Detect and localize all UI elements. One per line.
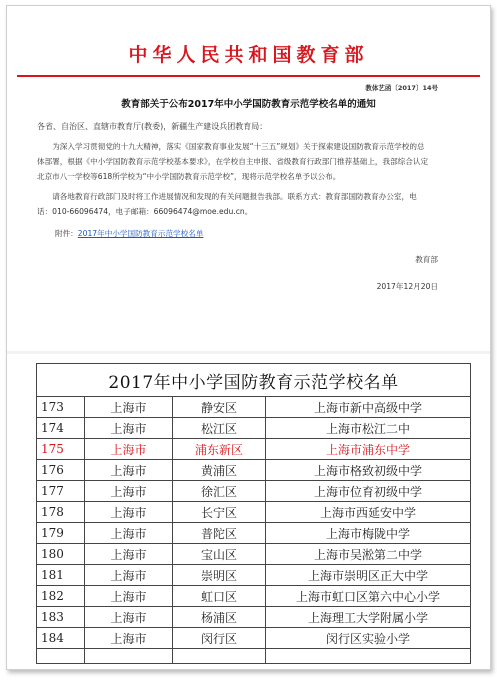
signature: 教育部 xyxy=(415,254,438,264)
cell-district: 普陀区 xyxy=(173,523,266,544)
cell-number: 183 xyxy=(37,607,85,628)
table-row xyxy=(37,397,471,418)
table-row xyxy=(37,481,471,502)
cell-district: 黄浦区 xyxy=(173,460,266,481)
cell-empty xyxy=(37,649,85,664)
cell-city: 上海市 xyxy=(85,607,173,628)
cell-city: 上海市 xyxy=(85,460,173,481)
cell-school: 上海市格致初级中学 xyxy=(266,460,471,481)
cell-number: 181 xyxy=(37,565,85,586)
cell-city: 上海市 xyxy=(85,481,173,502)
cell-city: 上海市 xyxy=(85,544,173,565)
cell-district: 闵行区 xyxy=(173,628,266,649)
cell-city: 上海市 xyxy=(85,628,173,649)
attachment-line xyxy=(55,228,490,240)
cell-district: 崇明区 xyxy=(173,565,266,586)
cell-empty xyxy=(85,649,173,664)
masthead-red-line xyxy=(17,75,480,77)
cell-number: 182 xyxy=(37,586,85,607)
notice-paragraph-1: 为深入学习贯彻党的十九大精神，落实《国家教育事业发展“十三五”规划》关于探索建设国防教育示范学校的总体部署，根据《中小学国防教育示范学校基本要求》，在学校自主申报、省级教育行政部门推荐基础上，我部综合认定北京市八一学校等618所学校为“中小学国防教育示范学校”，现将示范学校名单予以公布。 xyxy=(37,142,429,181)
document-page xyxy=(6,5,491,670)
cell-number: 173 xyxy=(37,397,85,418)
cell-number: 174 xyxy=(37,418,85,439)
document-number: 教体艺函〔2017〕14号 xyxy=(365,84,438,92)
cell-city: 上海市 xyxy=(85,586,173,607)
attachment-label: 附件： xyxy=(55,228,78,238)
cell-school: 上海市吴淞第二中学 xyxy=(266,544,471,565)
school-list-table xyxy=(36,363,471,664)
cell-district: 长宁区 xyxy=(173,502,266,523)
cell-school: 闵行区实验小学 xyxy=(266,628,471,649)
cell-city: 上海市 xyxy=(85,523,173,544)
cell-city: 上海市 xyxy=(85,439,173,460)
cell-school: 上海市位育初级中学 xyxy=(266,481,471,502)
cell-number: 179 xyxy=(37,523,85,544)
cell-city: 上海市 xyxy=(85,565,173,586)
section-separator xyxy=(7,351,490,354)
table-row xyxy=(37,523,471,544)
cell-district: 浦东新区 xyxy=(173,439,266,460)
cell-number: 175 xyxy=(37,439,85,460)
cell-number: 177 xyxy=(37,481,85,502)
cell-district: 静安区 xyxy=(173,397,266,418)
table-row xyxy=(37,607,471,628)
table-row xyxy=(37,628,471,649)
table-row xyxy=(37,544,471,565)
cell-school: 上海理工大学附属小学 xyxy=(266,607,471,628)
notice-paragraph-2: 请各地教育行政部门及时将工作进展情况和发现的有关问题报告我部。联系方式：教育部国防教育办公室，电话：010-66096474，电子邮箱：66096474@moe.edu.cn。 xyxy=(37,192,417,217)
cell-city: 上海市 xyxy=(85,397,173,418)
cell-city: 上海市 xyxy=(85,418,173,439)
table-body xyxy=(37,397,471,664)
cell-number: 180 xyxy=(37,544,85,565)
table-title: 2017年中小学国防教育示范学校名单 xyxy=(37,364,471,397)
notice-title: 教育部关于公布2017年中小学国防教育示范学校名单的通知 xyxy=(121,99,376,110)
cell-city: 上海市 xyxy=(85,502,173,523)
cell-school: 上海市梅陇中学 xyxy=(266,523,471,544)
cell-school: 上海市新中高级中学 xyxy=(266,397,471,418)
cell-district: 松江区 xyxy=(173,418,266,439)
table-row-cut-off xyxy=(37,649,471,664)
table-row xyxy=(37,502,471,523)
ministry-masthead: 中华人民共和国教育部 xyxy=(128,44,369,66)
cell-district: 虹口区 xyxy=(173,586,266,607)
table-row xyxy=(37,586,471,607)
cell-district: 徐汇区 xyxy=(173,481,266,502)
notice-date: 2017年12月20日 xyxy=(376,281,438,291)
table-row xyxy=(37,439,471,460)
attachment-link[interactable]: 2017年中小学国防教育示范学校名单 xyxy=(77,228,204,238)
cell-school: 上海市西延安中学 xyxy=(266,502,471,523)
cell-school: 上海市松江二中 xyxy=(266,418,471,439)
cell-empty xyxy=(173,649,266,664)
cell-number: 184 xyxy=(37,628,85,649)
cell-empty xyxy=(266,649,471,664)
cell-school: 上海市浦东中学 xyxy=(266,439,471,460)
notice-salutation: 各省、自治区、直辖市教育厅(教委)，新疆生产建设兵团教育局： xyxy=(37,122,268,131)
cell-number: 176 xyxy=(37,460,85,481)
table-row xyxy=(37,565,471,586)
table-row xyxy=(37,460,471,481)
cell-number: 178 xyxy=(37,502,85,523)
table-row xyxy=(37,418,471,439)
cell-school: 上海市崇明区正大中学 xyxy=(266,565,471,586)
cell-district: 宝山区 xyxy=(173,544,266,565)
school-list-table-wrapper xyxy=(36,363,470,664)
cell-district: 杨浦区 xyxy=(173,607,266,628)
cell-school: 上海市虹口区第六中心小学 xyxy=(266,586,471,607)
